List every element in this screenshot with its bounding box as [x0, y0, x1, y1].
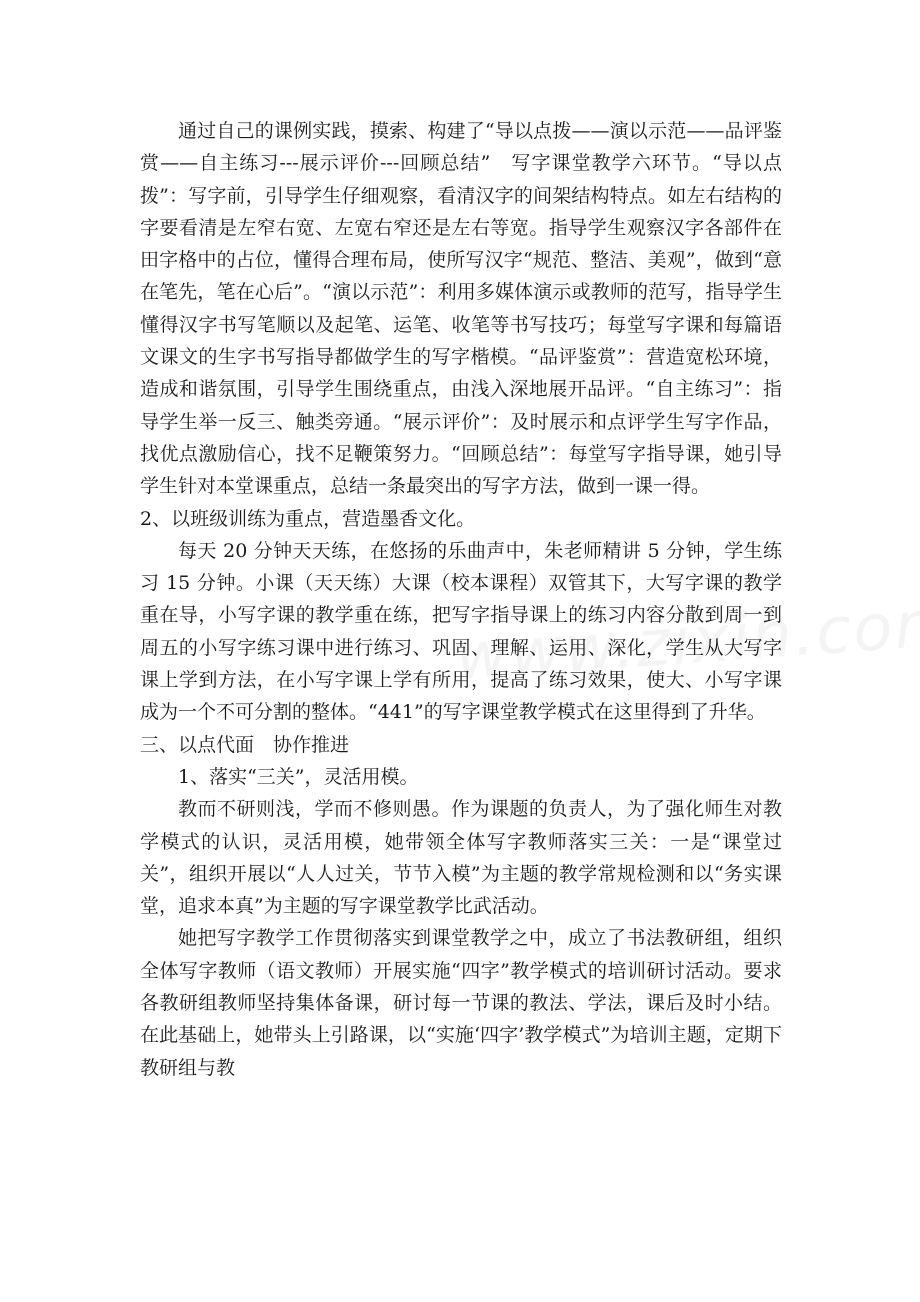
paragraph-daily-practice: 每天 20 分钟天天练，在悠扬的乐曲声中，朱老师精讲 5 分钟，学生练习 15 分钟。小课（天天练）大课（校本课程）双管其下，大写字课的教学重在导，小写字课的教学重在练，把写字指导课上的练习内容分散到周一到周五的小写字练习课中进行练习、巩固、理解、运用、深化，学生从大写字课上学到方法，在小写字课上学有所用，提高了练习效果，使大、小写字课成为一个不可分割的整体。“441”的写字课堂教学模式在这里得到了升华。	[140, 539, 782, 724]
paragraph-teaching-steps: 通过自己的课例实践，摸索、构建了“导以点拨——演以示范——品评鉴赏——自主练习---展示评价---回顾总结” 写字课堂教学六环节。“导以点拨”：写字前，引导学生仔细观察，看清汉字的间架结构特点。如左右结构的字要看清是左窄右宽、左宽右窄还是左右等宽。指导学生观察汉字各部件在田字格中的占位，懂得合理布局，使所写汉字“规范、整洁、美观”，做到“意在笔先，笔在心后”。“演以示范”：利用多媒体演示或教师的范写，指导学生懂得汉字书写笔顺以及起笔、运笔、收笔等书写技巧；每堂写字课和每篇语文课文的生字书写指导都做学生的写字楷模。“品评鉴赏”：营造宽松环境，造成和谐氛围，引导学生围绕重点，由浅入深地展开品评。“自主练习”：指导学生举一反三、触类旁通。“展示评价”：及时展示和点评学生写字作品，找优点激励信心，找不足鞭策努力。“回顾总结”：每堂写字指导课，她引导学生针对本堂课重点，总结一条最突出的写字方法，做到一课一得。	[140, 120, 782, 498]
section-heading-class-training: 2、以班级训练为重点，营造墨香文化。	[140, 507, 476, 530]
paragraph-calligraphy-group: 她把写字教学工作贯彻落实到课堂教学之中，成立了书法教研组，组织全体写字教师（语文教师）开展实施“四字”教学模式的培训研讨活动。要求各教研组教师坚持集体备课，研讨每一节课的教法、学法，课后及时小结。在此基础上，她带头上引路课，以“实施‘四字’教学模式”为培训主题，定期下教研组与教	[140, 927, 782, 1079]
section-heading-collaboration: 三、以点代面 协作推进	[140, 733, 350, 756]
subsection-heading-three-checks: 1、落实“三关”，灵活用模。	[178, 765, 419, 788]
document-body	[140, 115, 782, 1084]
paragraph-research: 教而不研则浅，学而不修则愚。作为课题的负责人，为了强化师生对教学模式的认识，灵活用模，她带领全体写字教师落实三关：一是“课堂过关”，组织开展以“人人过关，节节入模”为主题的教学常规检测和以“务实课堂，追求本真”为主题的写字课堂教学比武活动。	[140, 798, 782, 918]
